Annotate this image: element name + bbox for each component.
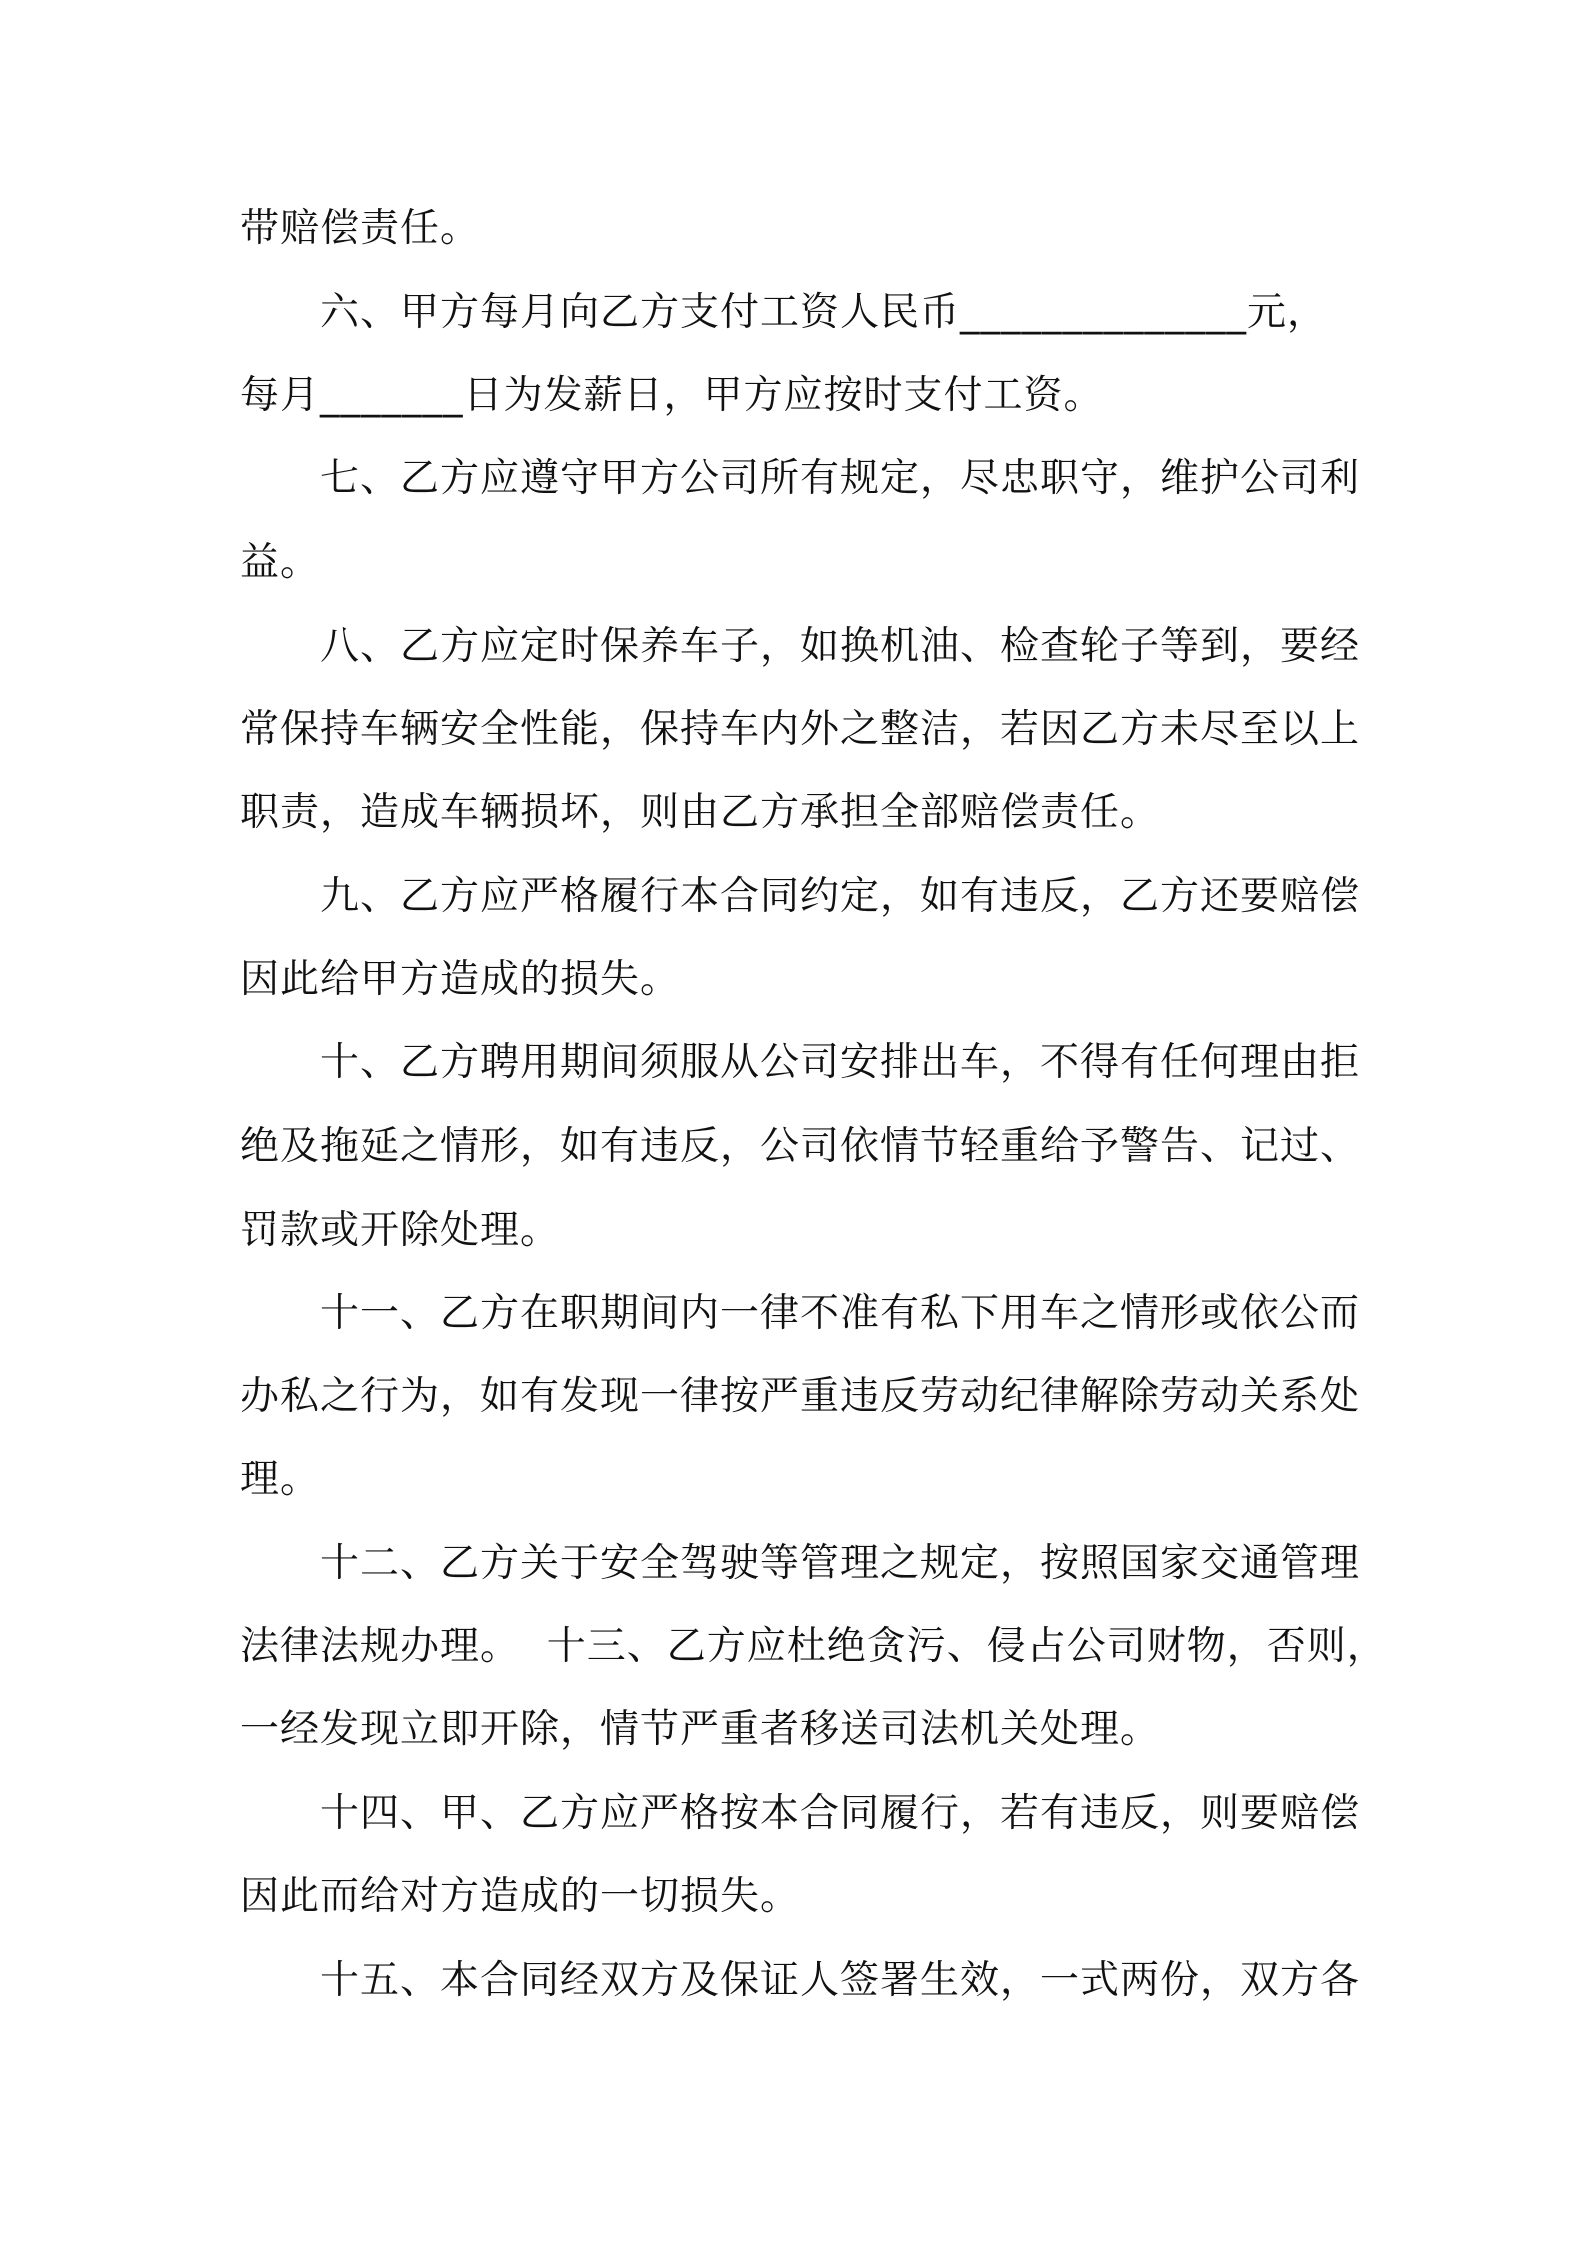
text-line: 一经发现立即开除，情节严重者移送司法机关处理。 <box>240 1707 1161 1752</box>
text-line: 因此给甲方造成的损失。 <box>240 957 681 1002</box>
text-line: 法律法规办理。 十三、乙方应杜绝贪污、侵占公司财物，否则， <box>240 1624 1387 1669</box>
text-line: 十二、乙方关于安全驾驶等管理之规定，按照国家交通管理 <box>320 1541 1361 1586</box>
text-line: 带赔偿责任。 <box>240 206 481 251</box>
text-line: 十五、本合同经双方及保证人签署生效，一式两份，双方各 <box>320 1958 1361 2003</box>
text-line: 常保持车辆安全性能，保持车内外之整洁，若因乙方未尽至以上 <box>240 707 1361 752</box>
text-line: 八、乙方应定时保养车子，如换机油、检查轮子等到，要经 <box>320 624 1361 669</box>
text-line: 因此而给对方造成的一切损失。 <box>240 1874 801 1919</box>
text-line: 六、甲方每月向乙方支付工资人民币______________元， <box>320 290 1328 335</box>
text-line: 罚款或开除处理。 <box>240 1208 561 1253</box>
text-line: 七、乙方应遵守甲方公司所有规定，尽忠职守，维护公司利 <box>320 456 1361 501</box>
text-line: 绝及拖延之情形，如有违反，公司依情节轻重给予警告、记过、 <box>240 1124 1361 1169</box>
text-line: 十四、甲、乙方应严格按本合同履行，若有违反，则要赔偿 <box>320 1791 1361 1836</box>
text-line: 职责，造成车辆损坏，则由乙方承担全部赔偿责任。 <box>240 790 1161 835</box>
text-line: 九、乙方应严格履行本合同约定，如有违反，乙方还要赔偿 <box>320 874 1361 919</box>
text-line: 每月_______日为发薪日，甲方应按时支付工资。 <box>240 373 1104 418</box>
text-line: 十、乙方聘用期间须服从公司安排出车，不得有任何理由拒 <box>320 1040 1361 1085</box>
text-line: 益。 <box>240 540 321 585</box>
text-line: 十一、乙方在职期间内一律不准有私下用车之情形或依公而 <box>320 1291 1361 1336</box>
text-line: 办私之行为，如有发现一律按严重违反劳动纪律解除劳动关系处 <box>240 1374 1361 1419</box>
text-line: 理。 <box>240 1457 321 1502</box>
